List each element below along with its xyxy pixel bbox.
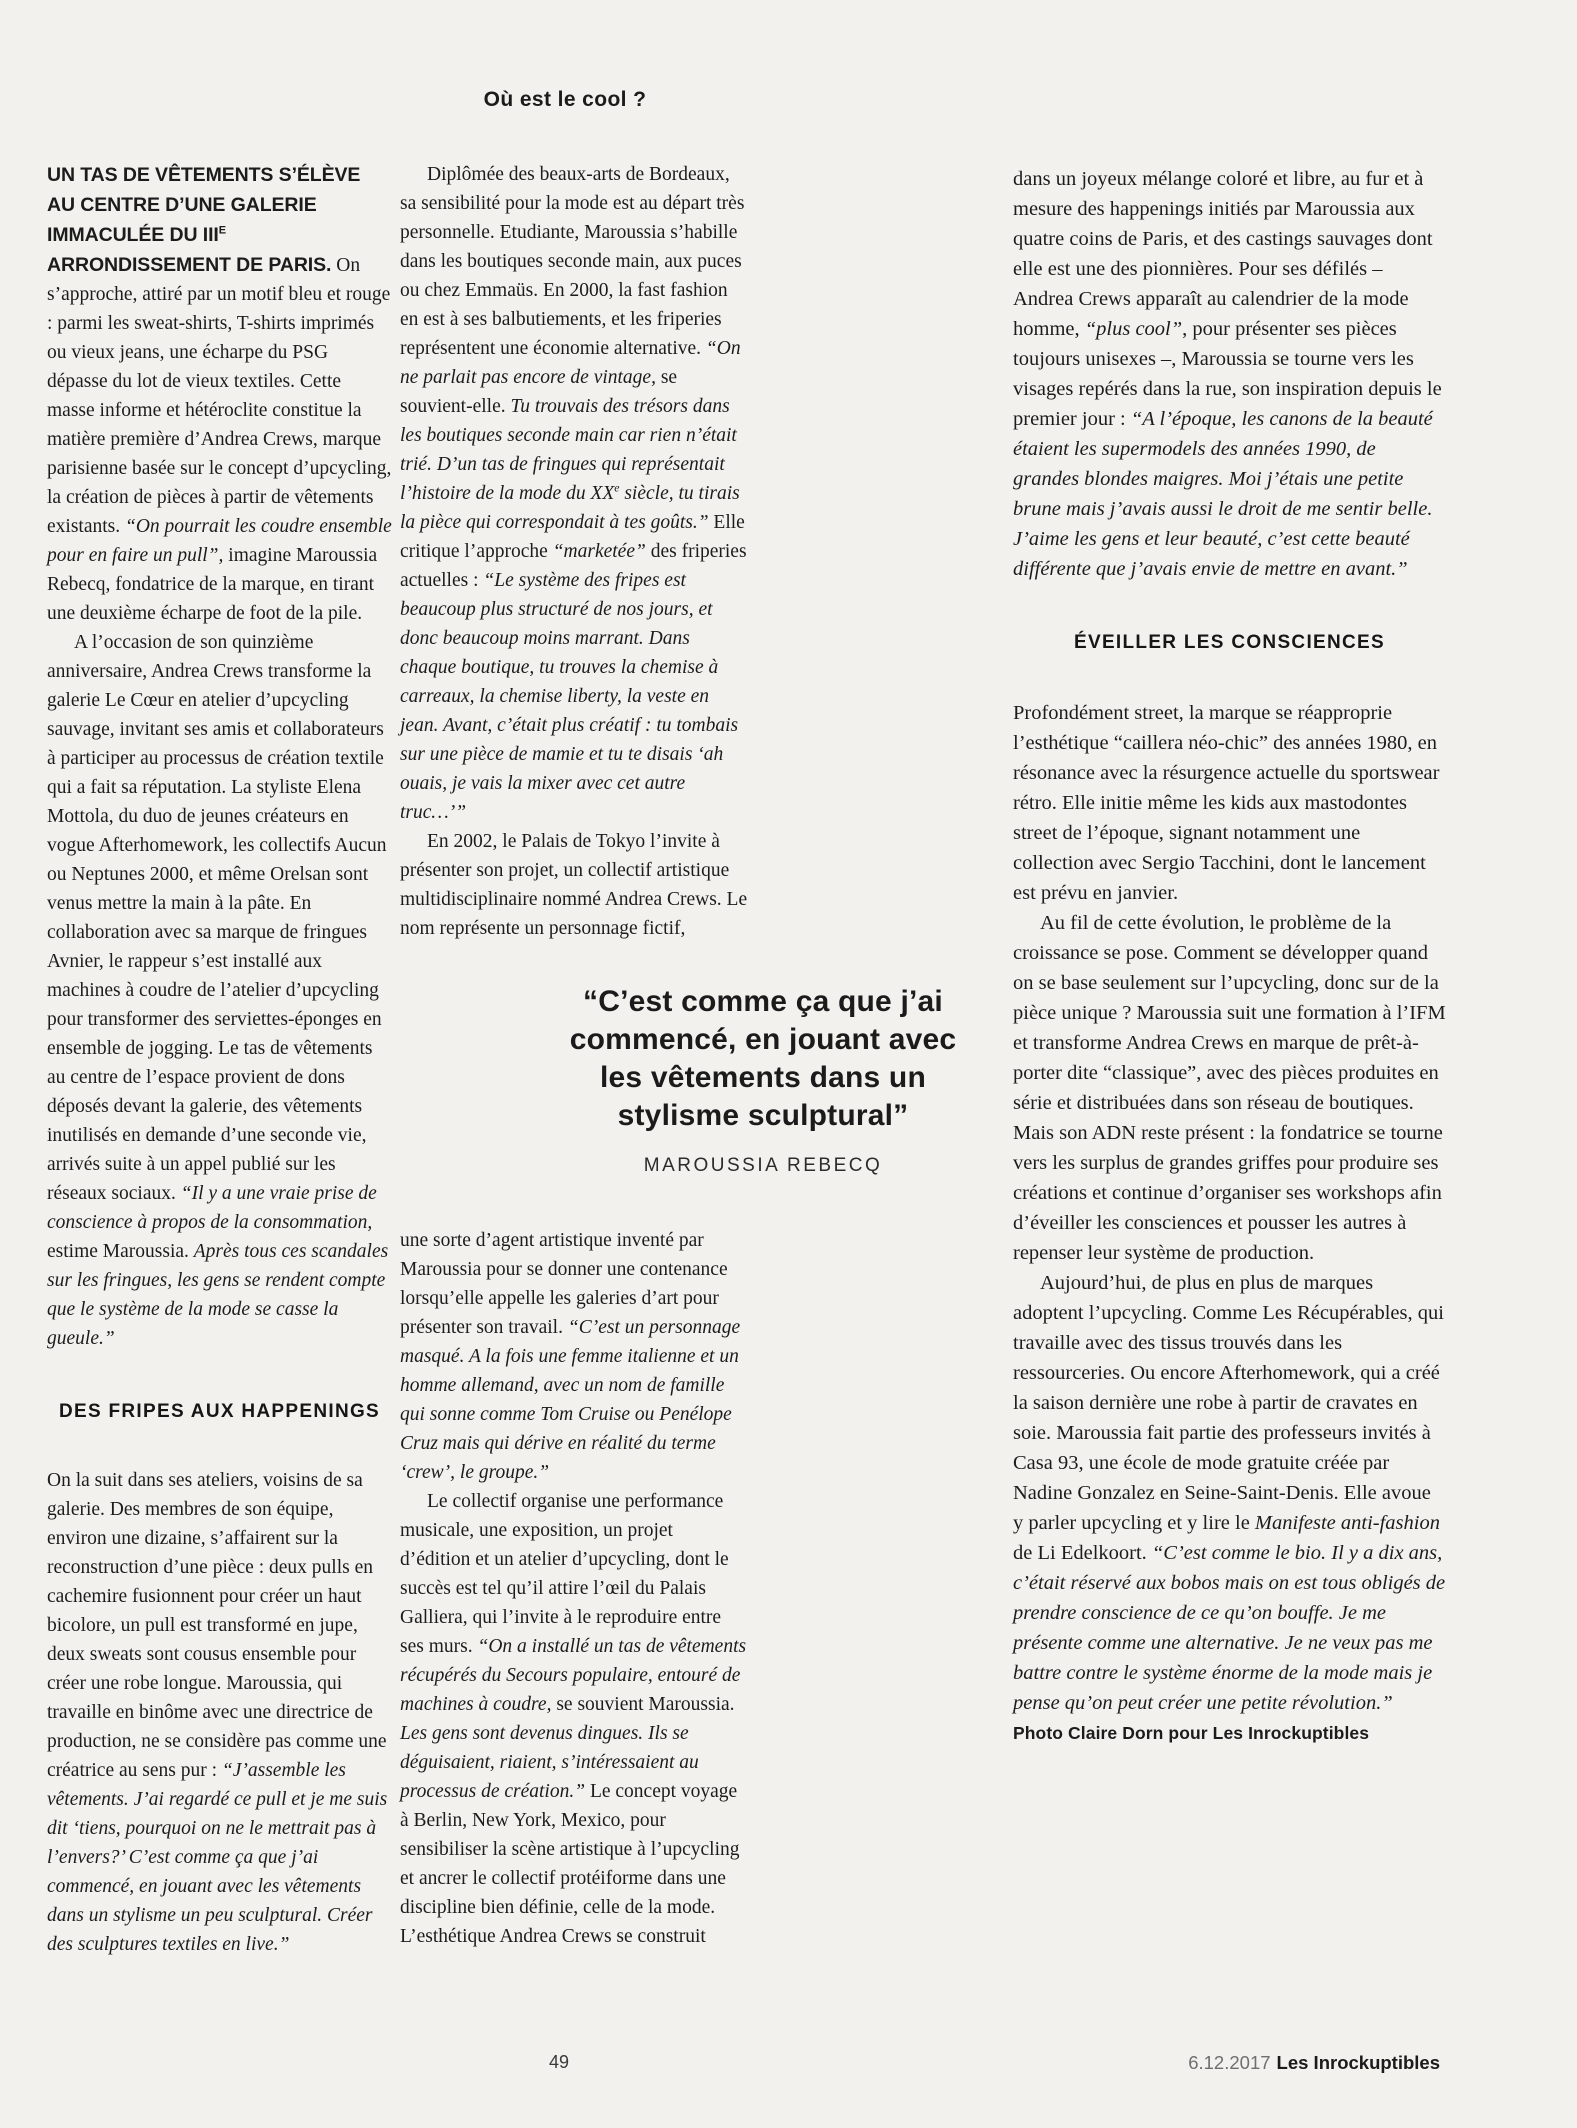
article-column-2-bottom [400,1226,748,1951]
text-run: siècle, tu tirais la pièce qui correspondait à tes goûts.” [400,483,740,533]
lead-paragraph [47,160,392,628]
text-run: “On pourrait les coudre ensemble pour en faire un pull”, [47,516,392,566]
text-run: Tu trouvais des trésors dans les boutiques seconde main car rien n’était trié. D’un tas de fringues qui représentait l’histoire de la mode du XX [400,396,737,504]
section-subhead: DES FRIPES AUX HAPPENINGS [58,1401,381,1422]
text-run: “Il y a une vraie prise de conscience à propos de la consommation, [47,1183,377,1233]
text-run: Elle critique l’approche [400,512,745,562]
page-number: 49 [548,2052,570,2072]
text-run: Photo Claire Dorn pour Les Inrockuptibles [1013,1723,1370,1743]
text-run: Manifeste anti-fashion [1254,1512,1440,1534]
footer-issue [1188,2052,1440,2074]
text-run: ARRONDISSEMENT DE PARIS. [47,254,332,276]
body-paragraph [47,1466,392,1959]
footer-magazine-name: Les Inrockuptibles [1276,2052,1440,2073]
text-run: une sorte d’agent artistique inventé par Maroussia pour se donner une contenance lorsqu’elle appelle les galeries d’art pour présenter son travail. [400,1230,728,1338]
text-run: Les gens sont devenus dingues. Ils se déguisaient, riaient, s’intéressaient au processus de création.” [400,1723,699,1802]
text-run: Au fil de cette évolution, le problème de la croissance se pose. Comment se développer quand on se base seulement sur l’upcycling, donc sur de la pièce unique ? Maroussia suit une formation à l’IFM et transforme Andrea Crews en marque de prêt-à-porter dite “classique”, avec des pièces produites en série et distribuées dans son réseau de boutiques. Mais son ADN reste présent : la fondatrice se tourne vers les surplus de grandes griffes pour produire ses créations et continue d’organiser ses workshops afin d’éveiller les consciences et pousser les autres à repenser leur système de production. [1013,912,1446,1264]
text-run: Profondément street, la marque se réapproprie l’esthétique “caillera néo-chic” des années 1980, en résonance avec la résurgence actuelle du sportswear rétro. Elle initie même les kids aux mastodontes street de l’époque, signant notamment une collection avec Sergio Tacchini, dont le lancement est prévu en janvier. [1013,702,1440,904]
text-run: se souvient Maroussia. [551,1694,735,1715]
body-paragraph [400,160,748,827]
article-column-2-top [400,160,748,943]
text-run: e [614,481,620,495]
text-run: E [218,224,227,237]
text-run: “On ne parlait pas encore de vintage, [400,338,741,388]
text-run: UN TAS DE VÊTEMENTS S’ÉLÈVE AU CENTRE D’UNE GALERIE IMMACULÉE DU III [47,164,361,246]
article-column-2 [400,160,957,1951]
text-run: Le concept voyage à Berlin, New York, Mexico, pour sensibiliser la scène artistique à l’upcycling et ancrer le collectif protéiforme dans une discipline bien définie, celle de la mode. L’esthétique Andrea Crews se construit [400,1781,740,1947]
text-run: dans un joyeux mélange coloré et libre, au fur et à mesure des happenings initiés par Maroussia aux quatre coins de Paris, et des castings sauvages dont elle est une des pionnières. Pour ses défilés – Andrea Crews apparaît au calendrier de la mode homme, [1013,168,1433,340]
text-run: Après tous ces scandales sur les fringues, les gens se rendent compte que le système de la mode se casse la gueule.” [47,1241,389,1349]
body-paragraph [400,1226,748,1487]
text-run: “Le système des fripes est beaucoup plus structuré de nos jours, et donc beaucoup moins marrant. Dans chaque boutique, tu trouves la chemise à carreaux, la chemise liberty, la veste en jean. Avant, c’était plus créatif : tu tombais sur une pièce de mamie et tu te disais ‘ah ouais, je vais la mixer avec cet autre truc…’” [400,570,739,823]
text-run: Aujourd’hui, de plus en plus de marques adoptent l’upcycling. Comme Les Récupérables, qui travaille avec des tissus trouvés dans les ressourceries. Ou encore Afterhomework, qui a créé la saison dernière une robe à partir de cravates en soie. Maroussia fait partie des professeurs invités à Casa 93, une école de mode gratuite créée par Nadine Gonzalez en Seine-Saint-Denis. Elle avoue y parler upcycling et y lire le [1013,1272,1444,1534]
pull-quote [548,983,978,1180]
pull-quote-text: “C’est comme ça que j’ai commencé, en jouant avec les vêtements dans un stylisme sculptural” [569,985,957,1132]
text-run: A l’occasion de son quinzième anniversaire, Andrea Crews transforme la galerie Le Cœur en atelier d’upcycling sauvage, invitant ses amis et collaborateurs à participer au processus de création textile qui a fait sa réputation. La styliste Elena Mottola, du duo de jeunes créateurs en vogue Afterhomework, les collectifs Aucun ou Neptunes 2000, et même Orelsan sont venus mettre la main à la pâte. En collaboration avec sa marque de fringues Avnier, le rappeur s’est installé aux machines à coudre de l’atelier d’upcycling pour transformer des serviettes-éponges en ensemble de jogging. Le tas de vêtements au centre de l’espace provient de dons déposés devant la galerie, des vêtements inutilisés en demande d’une seconde vie, arrivés suite à un appel publié sur les réseaux sociaux. [47,632,387,1204]
text-run: , pour présenter ses pièces toujours unisexes –, Maroussia se tourne vers les visages repérés dans la rue, son inspiration depuis le premier jour : [1013,318,1442,430]
body-paragraph [1013,698,1446,908]
text-run: On la suit dans ses ateliers, voisins de sa galerie. Des membres de son équipe, environ une dizaine, s’affairent sur la reconstruction d’une pièce : deux pulls en cachemire fusionnent pour créer un haut bicolore, un pull est transformé en jupe, deux sweats sont cousus ensemble pour créer une robe longue. Maroussia, qui travaille en binôme avec une directrice de production, ne se considère pas comme une créatrice au sens pur : [47,1470,387,1781]
body-paragraph [47,628,392,1353]
text-run: “marketée” [552,541,646,562]
body-paragraph [400,827,748,943]
text-run: On s’approche, attiré par un motif bleu et rouge : parmi les sweat-shirts, T-shirts imprimés ou vieux jeans, une écharpe du PSG dépasse du lot de vieux textiles. Cette masse informe et hétéroclite constitue la matière première d’Andrea Crews, marque parisienne basée sur le concept d’upcycling, la création de pièces à partir de vêtements existants. [47,255,392,537]
text-run: “C’est un personnage masqué. A la fois une femme italienne et un homme allemand, avec un nom de famille qui sonne comme Tom Cruise ou Penélope Cruz mais qui dérive en réalité du terme ‘crew’, le groupe.” [400,1317,741,1483]
body-paragraph [1013,1268,1446,1748]
body-paragraph [1013,908,1446,1268]
body-paragraph [400,1487,748,1951]
text-run: Diplômée des beaux-arts de Bordeaux, sa sensibilité pour la mode est au départ très personnelle. Etudiante, Maroussia s’habille dans les boutiques seconde main, aux puces ou chez Emmaüs. En 2000, la fast fashion en est à ses balbutiements, et les friperies représentent une économie alternative. [400,164,745,359]
text-run: se souvient-elle. [400,367,678,417]
text-run: “C’est comme le bio. Il y a dix ans, c’était réservé aux bobos mais on est tous obligés de prendre conscience de ce qu’on bouffe. Je me présente comme une alternative. Je ne veux pas me battre contre le système énorme de la mode mais je pense qu’on peut créer une petite révolution.” [1013,1542,1446,1714]
section-subhead: ÉVEILLER LES CONSCIENCES [1074,632,1385,653]
text-run: En 2002, le Palais de Tokyo l’invite à présenter son projet, un collectif artistique multidisciplinaire nommé Andrea Crews. Le nom représente un personnage fictif, [400,831,748,939]
article-column-1 [47,160,392,1959]
text-run: “plus cool” [1084,318,1183,340]
text-run: estime Maroussia. [47,1241,194,1262]
text-run: imagine Maroussia Rebecq, fondatrice de la marque, en tirant une deuxième écharpe de foot de la pile. [47,545,378,624]
footer-issue-date: 6.12.2017 [1188,2052,1271,2073]
text-run: de Li Edelkoort. [1013,1542,1152,1564]
text-run: des friperies actuelles : [400,541,747,591]
pull-quote-attribution: MAROUSSIA REBECQ [643,1155,883,1176]
text-run: Le collectif organise une performance musicale, une exposition, un projet d’édition et un atelier d’upcycling, dont le succès est tel qu’il attire l’œil du Palais Galliera, qui l’invite à le reproduire entre ses murs. [400,1491,729,1657]
body-paragraph [1013,164,1446,584]
running-header: Où est le cool ? [483,88,647,111]
article-column-3 [1013,164,1446,1748]
text-run: “A l’époque, les canons de la beauté étaient les supermodels des années 1990, de grandes blondes maigres. Moi j’étais une petite brune mais j’avais aussi le droit de me sentir belle. J’aime les gens et leur beauté, c’est cette beauté différente que j’avais envie de mettre en avant.” [1013,408,1433,580]
text-run: “J’assemble les vêtements. J’ai regardé ce pull et je me suis dit ‘tiens, pourquoi on ne le mettrait pas à l’envers?’ C’est comme ça que j’ai commencé, en jouant avec les vêtements dans un stylisme un peu sculptural. Créer des sculptures textiles en live.” [47,1760,388,1955]
text-run: “On a installé un tas de vêtements récupérés du Secours populaire, entouré de machines à coudre, [400,1636,747,1715]
